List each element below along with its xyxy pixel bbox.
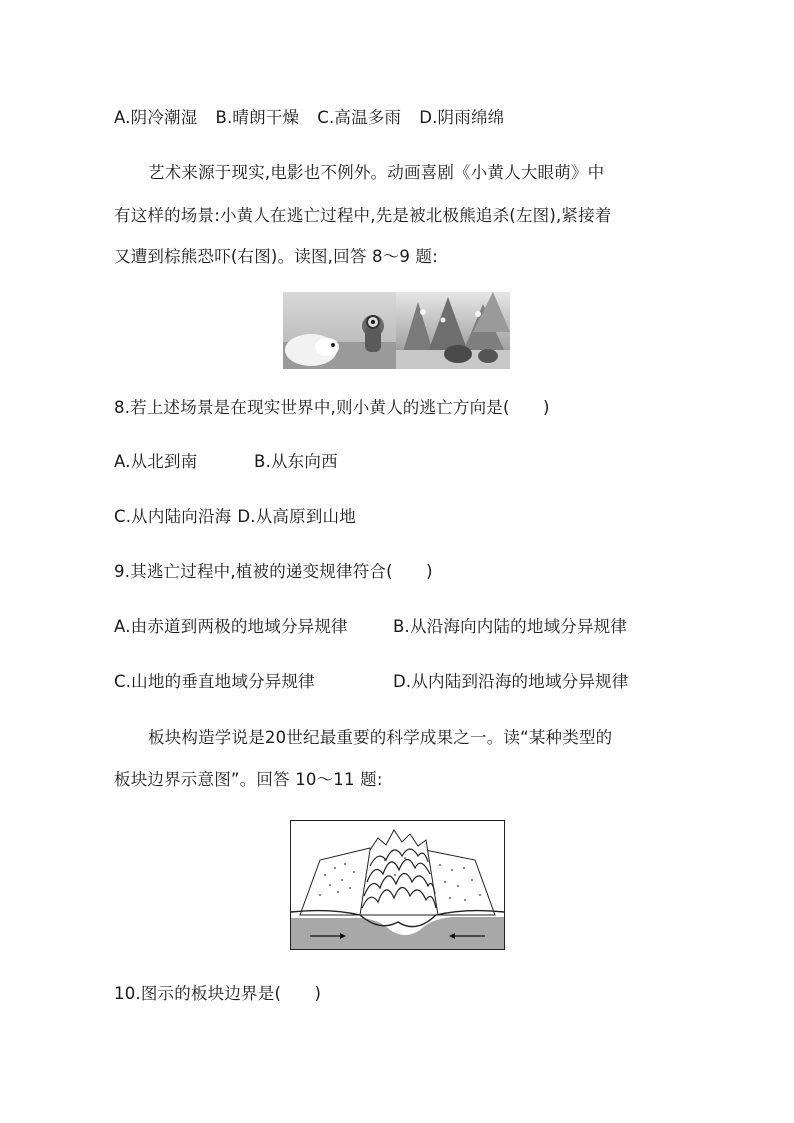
brown-bear-scene [396,292,510,369]
q9-stem: 9.其逃亡过程中,植被的递变规律符合( ) [114,562,433,581]
plate-boundary-diagram [290,820,505,950]
passage1-line1: 艺术来源于现实,电影也不例外。动画喜剧《小黄人大眼萌》中 [148,163,605,182]
q8-option-c: C.从内陆向沿海 [114,507,232,526]
q7-options [114,107,504,129]
polar-bear-scene [283,292,396,369]
q8-option-a: A.从北到南 [114,452,198,471]
q8-option-d: D.从高原到山地 [237,507,356,526]
q9-option-b: B.从沿海向内陆的地域分异规律 [393,617,628,636]
q7-option-d: D.阴雨绵绵 [419,108,505,127]
q7-option-b: B.晴朗干燥 [215,108,300,127]
q7-option-c: C.高温多雨 [317,108,402,127]
q8-stem: 8.若上述场景是在现实世界中,则小黄人的逃亡方向是( ) [114,398,550,417]
q9-option-d: D.从内陆到沿海的地域分异规律 [393,672,629,691]
q7-option-a: A.阴冷潮湿 [114,108,198,127]
passage2-line2: 板块边界示意图”。回答 10～11 题: [114,770,383,789]
q8-options-row1 [114,451,338,473]
q9-options-row1 [114,616,627,638]
passage1-line3: 又遭到棕熊恐吓(右图)。读图,回答 8～9 题: [114,247,438,266]
passage1-line2: 有这样的场景:小黄人在逃亡过程中,先是被北极熊追杀(左图),紧接着 [114,206,612,225]
passage2-line1: 板块构造学说是20世纪最重要的科学成果之一。读“某种类型的 [148,728,613,747]
q9-option-a: A.由赤道到两极的地域分异规律 [114,617,348,636]
q8-options-row2 [114,506,356,528]
q9-options-row2 [114,671,628,693]
q10-stem: 10.图示的板块边界是( ) [114,984,322,1003]
q8-option-b: B.从东向西 [254,452,338,471]
q9-option-c: C.山地的垂直地域分异规律 [114,672,315,691]
minions-movie-stills-image [283,292,510,369]
